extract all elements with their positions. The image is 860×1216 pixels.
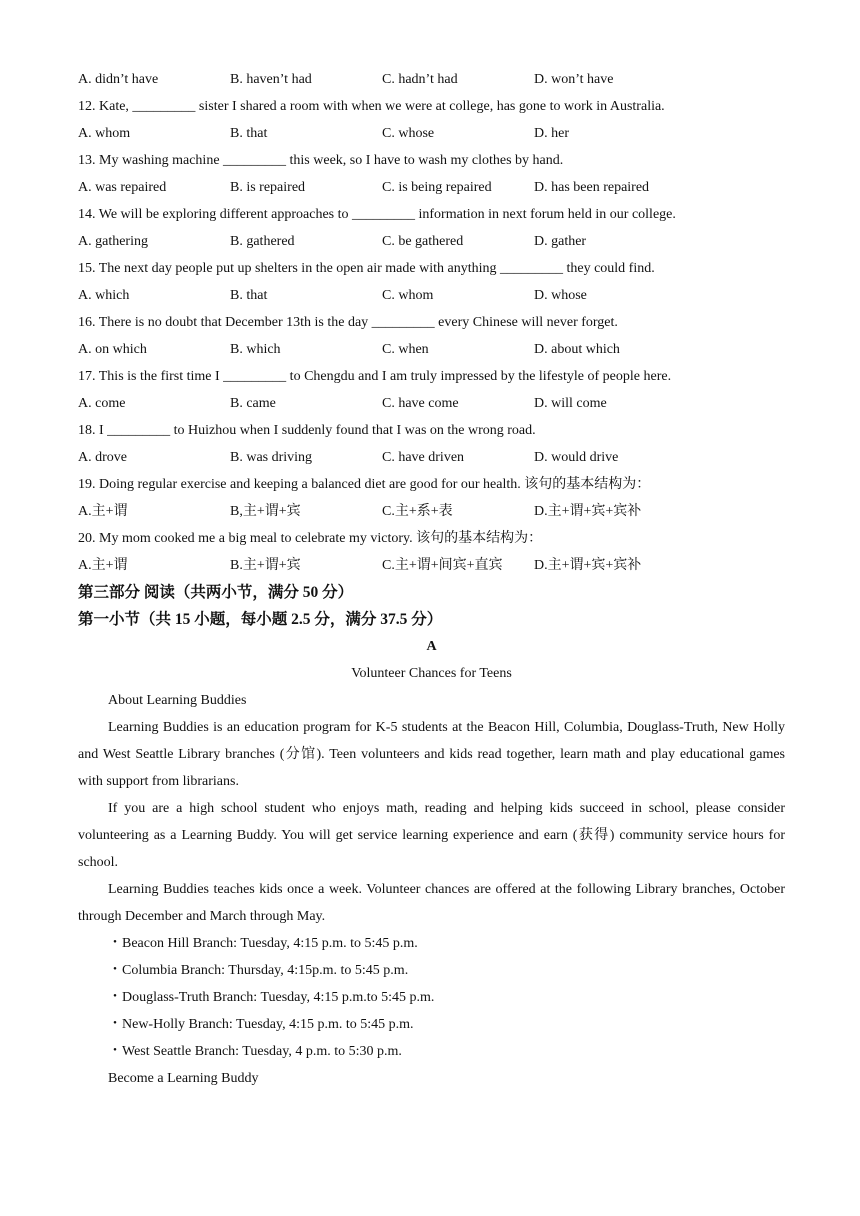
question-options: [78, 120, 785, 147]
option-b: B.主+谓+宾: [230, 558, 301, 573]
question-stem: 14. We will be exploring different approaches to _________ information in next forum held in our college.: [78, 207, 676, 222]
option-c: C. be gathered: [382, 234, 464, 249]
option-b: B. came: [230, 396, 276, 411]
section-heading: Become a Learning Buddy: [108, 1071, 259, 1086]
option-d: D. about which: [534, 342, 620, 357]
option-a: A. gathering: [78, 234, 148, 249]
question-options: [78, 390, 785, 417]
question-stem: 17. This is the first time I _________ to Chengdu and I am truly impressed by the lifestyle of people here.: [78, 369, 672, 384]
q11-options: [78, 66, 785, 93]
exam-page: [78, 66, 785, 1092]
option-b: B. that: [230, 288, 268, 303]
option-d: D. has been repaired: [534, 180, 650, 195]
option-c: C. is being repaired: [382, 180, 492, 195]
option-a: A. drove: [78, 450, 127, 465]
option-b: B. is repaired: [230, 180, 306, 195]
option-d: D. whose: [534, 288, 587, 303]
option-a: A. come: [78, 396, 126, 411]
question-options: [78, 174, 785, 201]
option-c: C. hadn’t had: [382, 72, 458, 87]
subsection-title: 第一小节（共 15 小题，每小题 2.5 分，满分 37.5 分）: [78, 611, 443, 628]
question-options: [78, 336, 785, 363]
question-stem: 19. Doing regular exercise and keeping a balanced diet are good for our health. 该句的基本结构为：: [78, 477, 651, 492]
question-list: [78, 93, 785, 579]
question-options: [78, 228, 785, 255]
option-b: B,主+谓+宾: [230, 504, 301, 519]
option-d: D. would drive: [534, 450, 619, 465]
option-a: A. which: [78, 288, 130, 303]
branch-item: ・Douglass-Truth Branch: Tuesday, 4:15 p.m.to 5:45 p.m.: [108, 990, 435, 1005]
option-c: C. have driven: [382, 450, 465, 465]
option-a: A. didn’t have: [78, 72, 159, 87]
option-c: C.主+系+表: [382, 504, 453, 519]
option-c: C. when: [382, 342, 429, 357]
option-b: B. that: [230, 126, 268, 141]
option-b: B. gathered: [230, 234, 295, 249]
question-options: [78, 444, 785, 471]
question-options: [78, 552, 785, 579]
question-stem: 16. There is no doubt that December 13th is the day _________ every Chinese will never forget.: [78, 315, 618, 330]
branch-item: ・Columbia Branch: Thursday, 4:15p.m. to 5:45 p.m.: [108, 963, 409, 978]
question-stem: 12. Kate, _________ sister I shared a room with when we were at college, has gone to work in Australia.: [78, 99, 665, 114]
paragraph: Learning Buddies is an education program for K-5 students at the Beacon Hill, Columbia, Douglass-Truth, New Holly and West Seattle Library branches (分馆). Teen volunteers and kids read together, learn math and play educational games with support from librarians.: [78, 720, 785, 789]
option-d: D. her: [534, 126, 569, 141]
option-d: D. will come: [534, 396, 607, 411]
branch-item: ・New-Holly Branch: Tuesday, 4:15 p.m. to 5:45 p.m.: [108, 1017, 414, 1032]
question-stem: 13. My washing machine _________ this week, so I have to wash my clothes by hand.: [78, 153, 564, 168]
option-d: D.主+谓+宾+宾补: [534, 504, 642, 519]
question-stem: 18. I _________ to Huizhou when I suddenly found that I was on the wrong road.: [78, 423, 536, 438]
option-d: D.主+谓+宾+宾补: [534, 558, 642, 573]
question-options: [78, 282, 785, 309]
section-heading: About Learning Buddies: [108, 693, 247, 708]
question-stem: 20. My mom cooked me a big meal to celebrate my victory. 该句的基本结构为：: [78, 531, 543, 546]
option-c: C. whose: [382, 126, 435, 141]
option-a: A. whom: [78, 126, 131, 141]
option-d: D. won’t have: [534, 72, 614, 87]
passage-title: Volunteer Chances for Teens: [351, 666, 512, 681]
option-b: B. was driving: [230, 450, 313, 465]
question-stem: 15. The next day people put up shelters in the open air made with anything _________ they could find.: [78, 261, 655, 276]
paragraph: If you are a high school student who enjoys math, reading and helping kids succeed in school, please consider volunteering as a Learning Buddy. You will get service learning experience and earn (获得) community service hours for school.: [78, 801, 785, 870]
option-b: B. which: [230, 342, 281, 357]
option-b: B. haven’t had: [230, 72, 312, 87]
branch-item: ・Beacon Hill Branch: Tuesday, 4:15 p.m. to 5:45 p.m.: [108, 936, 418, 951]
part-title: 第三部分 阅读（共两小节，满分 50 分）: [78, 584, 354, 601]
option-c: C.主+谓+间宾+直宾: [382, 558, 503, 573]
paragraph: Learning Buddies teaches kids once a week. Volunteer chances are offered at the following Library branches, October through December and March through May.: [78, 882, 785, 924]
option-a: A. was repaired: [78, 180, 167, 195]
question-options: [78, 498, 785, 525]
option-a: A. on which: [78, 342, 147, 357]
option-d: D. gather: [534, 234, 587, 249]
branch-item: ・West Seattle Branch: Tuesday, 4 p.m. to 5:30 p.m.: [108, 1044, 402, 1059]
option-a: A.主+谓: [78, 504, 128, 519]
option-c: C. have come: [382, 396, 459, 411]
option-c: C. whom: [382, 288, 434, 303]
option-a: A.主+谓: [78, 558, 128, 573]
passage-letter: A: [426, 639, 437, 654]
